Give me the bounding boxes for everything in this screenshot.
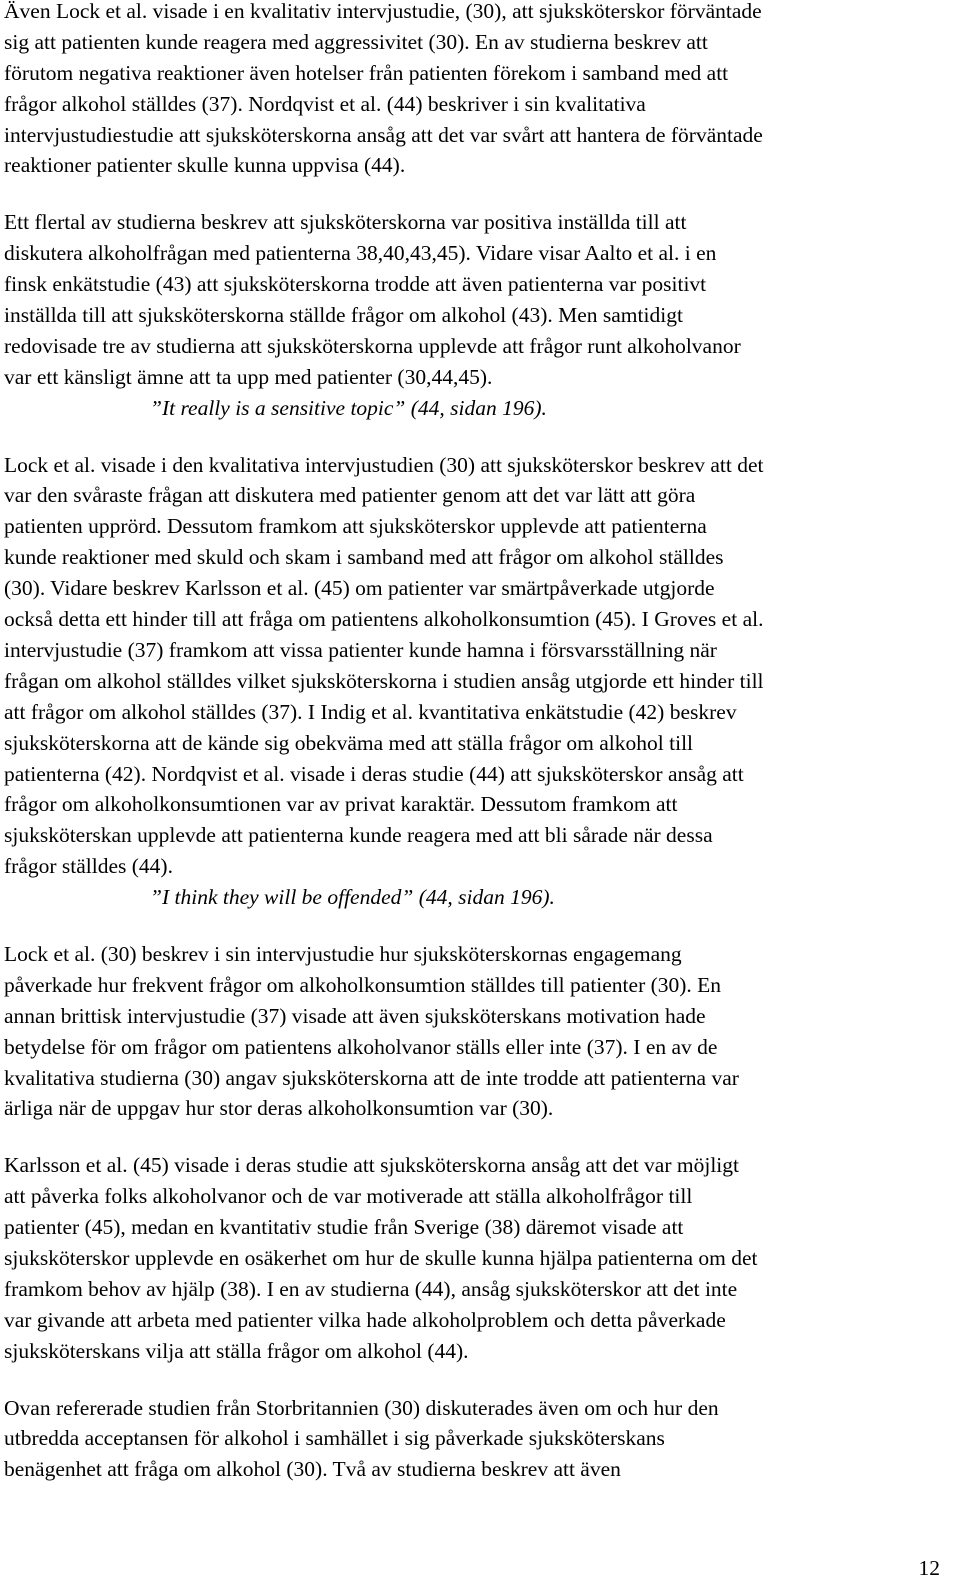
text-line: kvalitativa studierna (30) angav sjuksköterskorna att de inte trodde att patienterna var <box>4 1065 739 1090</box>
text-line: frågor alkohol ställdes (37). Nordqvist et al. (44) beskriver i sin kvalitativa <box>4 91 646 116</box>
text-line: frågor om alkoholkonsumtionen var av privat karaktär. Dessutom framkom att <box>4 792 678 817</box>
text-line: sjuksköterskans vilja att ställa frågor om alkohol (44). <box>4 1338 469 1363</box>
text-line: Även Lock et al. visade i en kvalitativ intervjustudie, (30), att sjuksköterskor förväntade <box>4 0 762 23</box>
text-line: patienterna (42). Nordqvist et al. visade i deras studie (44) att sjuksköterskor ansåg att <box>4 761 744 786</box>
text-line: annan brittisk intervjustudie (37) visade att även sjuksköterskans motivation hade <box>4 1003 706 1028</box>
paragraph <box>4 1393 946 1486</box>
text-line: finsk enkätstudie (43) att sjuksköterskorna trodde att även patienterna var positivt <box>4 272 707 297</box>
text-line: Ett flertal av studierna beskrev att sjuksköterskorna var positiva inställda till att <box>4 210 687 235</box>
text-line: frågan om alkohol ställdes vilket sjuksköterskorna i studien ansåg utgjorde ett hinder till <box>4 668 764 693</box>
page-number: 12 <box>918 1556 940 1580</box>
paragraph <box>4 1150 946 1366</box>
text-line: (30). Vidare beskrev Karlsson et al. (45) om patienter var smärtpåverkade utgjorde <box>4 576 715 601</box>
document-page <box>4 0 946 1485</box>
text-line: var ett känsligt ämne att ta upp med patienter (30,44,45). <box>4 364 493 389</box>
text-line: redovisade tre av studierna att sjuksköterskorna upplevde att frågor runt alkoholvanor <box>4 333 741 358</box>
text-line: betydelse för om frågor om patientens alkoholvanor ställs eller inte (37). I en av de <box>4 1034 718 1059</box>
text-line: var givande att arbeta med patienter vilka hade alkoholproblem och detta påverkade <box>4 1307 726 1332</box>
text-line: sig att patienten kunde reagera med aggressivitet (30). En av studierna beskrev att <box>4 29 708 54</box>
text-line: kunde reaktioner med skuld och skam i samband med att frågor om alkohol ställdes <box>4 545 724 570</box>
text-line: intervjustudie (37) framkom att vissa patienter kunde hamna i försvarsställning när <box>4 637 717 662</box>
paragraph-spacer <box>4 181 946 207</box>
text-line: sjuksköterskor upplevde en osäkerhet om hur de skulle kunna hjälpa patienterna om det <box>4 1245 758 1270</box>
paragraph-spacer <box>4 1367 946 1393</box>
paragraph <box>4 207 946 392</box>
text-line: var den svåraste frågan att diskutera med patienter genom att det var lätt att göra <box>4 483 696 508</box>
text-line: patienten upprörd. Dessutom framkom att sjuksköterskor upplevde att patienterna <box>4 514 707 539</box>
text-line: utbredda acceptansen för alkohol i samhället i sig påverkade sjuksköterskans <box>4 1426 665 1451</box>
block-quote: ”It really is a sensitive topic” (44, sidan 196). <box>150 395 547 420</box>
paragraph <box>4 939 946 1124</box>
text-line: ärliga när de uppgav hur stor deras alkoholkonsumtion var (30). <box>4 1096 554 1121</box>
text-line: reaktioner patienter skulle kunna uppvisa (44). <box>4 153 406 178</box>
paragraph-spacer <box>4 913 946 939</box>
paragraph-spacer <box>4 1124 946 1150</box>
text-line: framkom behov av hjälp (38). I en av studierna (44), ansåg sjuksköterskor att det inte <box>4 1276 738 1301</box>
paragraph <box>4 450 946 882</box>
text-line: benägenhet att fråga om alkohol (30). Två av studierna beskrev att även <box>4 1457 621 1482</box>
text-line: påverkade hur frekvent frågor om alkoholkonsumtion ställdes till patienter (30). En <box>4 972 722 997</box>
text-line: sjuksköterskorna att de kände sig obekväma med att ställa frågor om alkohol till <box>4 730 694 755</box>
text-line: frågor ställdes (44). <box>4 854 173 879</box>
paragraph <box>4 0 946 181</box>
text-line: att påverka folks alkoholvanor och de var motiverade att ställa alkoholfrågor till <box>4 1184 693 1209</box>
text-line: inställda till att sjuksköterskorna ställde frågor om alkohol (43). Men samtidigt <box>4 303 683 328</box>
text-line: intervjustudiestudie att sjuksköterskorna ansåg att det var svårt att hantera de förväntade <box>4 122 763 147</box>
text-line: patienter (45), medan en kvantitativ studie från Sverige (38) däremot visade att <box>4 1215 684 1240</box>
text-line: Ovan refererade studien från Storbritannien (30) diskuterades även om och hur den <box>4 1395 719 1420</box>
text-line: förutom negativa reaktioner även hotelser från patienten förekom i samband med att <box>4 60 729 85</box>
text-line: Karlsson et al. (45) visade i deras studie att sjuksköterskorna ansåg att det var möjligt <box>4 1153 739 1178</box>
paragraph-spacer <box>4 424 946 450</box>
text-line: Lock et al. (30) beskrev i sin intervjustudie hur sjuksköterskornas engagemang <box>4 941 682 966</box>
text-line: diskutera alkoholfrågan med patienterna 38,40,43,45). Vidare visar Aalto et al. i en <box>4 241 717 266</box>
text-line: Lock et al. visade i den kvalitativa intervjustudien (30) att sjuksköterskor beskrev att det <box>4 452 764 477</box>
block-quote: ”I think they will be offended” (44, sidan 196). <box>150 885 555 910</box>
text-line: att frågor om alkohol ställdes (37). I Indig et al. kvantitativa enkätstudie (42) beskrev <box>4 699 737 724</box>
text-line: sjuksköterskan upplevde att patienterna kunde reagera med att bli sårade när dessa <box>4 823 713 848</box>
text-line: också detta ett hinder till att fråga om patientens alkoholkonsumtion (45). I Groves et al. <box>4 607 764 632</box>
